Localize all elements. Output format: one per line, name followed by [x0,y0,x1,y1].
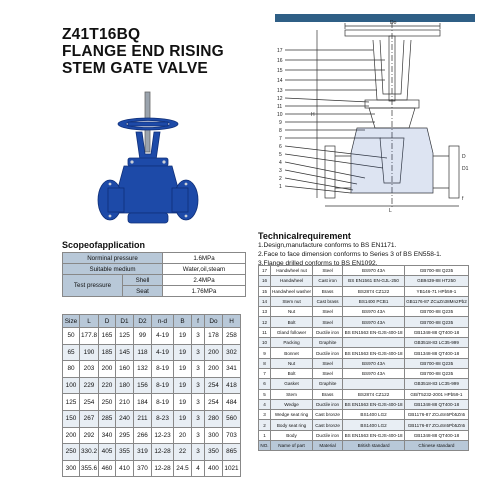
dimension-cell: 302 [223,344,241,361]
dimension-cell: 132 [134,361,152,378]
parts-cell: BS EN1563 EN-GJS-400-18 [343,430,405,440]
dimension-cell: 418 [223,377,241,394]
dimension-cell: 12-28 [152,460,174,477]
parts-cell: Body seat ring [271,420,313,430]
parts-header-cell: British standard [343,441,405,451]
scope-table [62,252,246,297]
table-row [259,389,469,399]
parts-cell: BS1400 PCB1 [343,296,405,306]
parts-cell: 6 [259,379,271,389]
dim-h-label: H [311,112,315,118]
dimension-cell: 65 [63,344,80,361]
parts-cell: Stem nut [271,296,313,306]
callout-5: 5 [279,152,282,158]
parts-header-cell: Chinese standard [405,441,469,451]
table-row [259,276,469,286]
dimension-header-n-d: n-d [152,315,174,328]
dimension-cell: 865 [223,444,241,461]
parts-cell: 14 [259,296,271,306]
table-row [63,344,241,361]
parts-cell [343,379,405,389]
parts-cell: Steel [313,358,343,368]
dimension-cell: 50 [63,328,80,345]
table-row [259,358,469,368]
parts-cell: BS EN1563 EN-GJS-400-18 [343,327,405,337]
dimension-cell: 1021 [223,460,241,477]
table-row [63,361,241,378]
callout-15: 15 [277,68,283,74]
dimension-header-row [63,315,241,328]
parts-cell: Wedge [271,399,313,409]
page-title [62,26,224,77]
dimension-cell: 405 [99,444,116,461]
dimension-cell: 4 [192,460,205,477]
callout-12: 12 [277,96,283,102]
dimension-cell: 292 [80,427,99,444]
title-line-1: FLANGE END RISING [62,43,224,60]
table-row [259,338,469,348]
dimension-cell: 145 [116,344,134,361]
parts-header-cell: Material [313,441,343,451]
dimension-cell: 150 [63,410,80,427]
parts-cell: 12 [259,317,271,327]
table-row [63,328,241,345]
parts-cell: 9 [259,348,271,358]
parts-cell: Bolt [271,317,313,327]
parts-cell: Handwheel nut [271,266,313,276]
dimension-cell: 703 [223,427,241,444]
table-row [259,348,469,358]
dimension-cell: 3 [192,410,205,427]
parts-cell: Bolt [271,368,313,378]
dimension-cell: 190 [80,344,99,361]
dimension-header-h: H [223,315,241,328]
parts-cell: GB1176-87 ZCuZn38Mn2Pb2 [405,296,469,306]
valve-photo [88,88,208,238]
dimension-cell: 285 [99,410,116,427]
parts-cell: Body [271,430,313,440]
dimension-header-d2: D2 [134,315,152,328]
callout-13: 13 [277,88,283,94]
table-row [259,266,469,276]
table-row [259,399,469,409]
callout-2: 2 [279,176,282,182]
dimension-cell: 12-23 [152,427,174,444]
callout-3: 3 [279,168,282,174]
parts-cell: BS1400 LG2 [343,420,405,430]
callout-9: 9 [279,120,282,126]
dimension-cell: 300 [63,460,80,477]
dimension-cell: 19 [174,361,192,378]
dimension-cell: 125 [63,394,80,411]
parts-cell: BS1400 LG2 [343,410,405,420]
dimension-cell: 19 [174,394,192,411]
dimension-cell: 80 [63,361,80,378]
dim-d1-label: D1 [462,166,469,172]
parts-cell: BS970 43A [343,368,405,378]
dimension-header-l: L [80,315,99,328]
table-row [63,444,241,461]
parts-cell: Handwheel [271,276,313,286]
parts-cell: Gasket [271,379,313,389]
dimension-cell: 210 [116,394,134,411]
parts-cell: GB/T5232-2001 HPb59-1 [405,389,469,399]
callout-6: 6 [279,144,282,150]
parts-cell: 10 [259,338,271,348]
parts-cell: Steel [313,266,343,276]
parts-header-cell: NO. [259,441,271,451]
dimension-cell: 229 [80,377,99,394]
table-row [259,420,469,430]
parts-cell: GB9439-88 HT250 [405,276,469,286]
parts-cell: 2 [259,420,271,430]
suitable-medium-label: Suitable medium [63,264,163,275]
table-row [63,460,241,477]
parts-header-row [259,441,469,451]
parts-cell: BS970 43A [343,358,405,368]
callout-4: 4 [279,160,282,166]
tech-note-3: 3.Flange drilled conforms to BS EN1092. [258,260,378,267]
dimension-cell: 4-19 [152,328,174,345]
table-row [259,327,469,337]
dimension-cell: 484 [223,394,241,411]
dimension-cell: 19 [174,344,192,361]
dimension-cell: 254 [205,394,223,411]
parts-cell: 1 [259,430,271,440]
parts-cell: Nut [271,358,313,368]
dim-f-label: f [462,196,464,202]
callout-16: 16 [277,58,283,64]
parts-cell [343,338,405,348]
dimension-cell: 3 [192,361,205,378]
shell-value: 2.4MPa [163,275,246,286]
seat-label: Seat [123,286,163,297]
table-row [259,317,469,327]
parts-cell: Cast bronze [313,420,343,430]
dimension-cell: 178 [205,328,223,345]
dimension-cell: 355.6 [80,460,99,477]
dim-l-label: L [389,208,392,213]
parts-cell: GB1176-87 ZCuSn5Pb5Zn5 [405,420,469,430]
table-row [259,286,469,296]
table-row [63,427,241,444]
callout-7: 7 [279,136,282,142]
dimension-cell: 258 [223,328,241,345]
dim-do-label: Do [390,20,397,26]
parts-cell: GB700-88 Q235 [405,358,469,368]
dimension-cell: 200 [205,361,223,378]
table-row [259,410,469,420]
dimension-cell: 240 [116,410,134,427]
dimension-cell: 200 [205,344,223,361]
dimension-header-d: D [99,315,116,328]
table-row [259,430,469,440]
parts-cell: Cast iron [313,276,343,286]
parts-cell: GB1348-88 QT400-18 [405,327,469,337]
parts-cell: 5 [259,389,271,399]
table-row [63,377,241,394]
dimension-cell: 200 [63,427,80,444]
parts-cell: GB700-88 Q235 [405,317,469,327]
parts-cell: GB1176-87 ZCuSn5Pb5Zn5 [405,410,469,420]
dimension-cell: 156 [134,377,152,394]
dimension-cell: 340 [99,427,116,444]
parts-cell: Cast bronze [313,410,343,420]
dimension-cell: 3 [192,377,205,394]
dimension-cell: 19 [174,377,192,394]
dimension-header-size: Size [63,315,80,328]
parts-cell: Graphite [313,379,343,389]
title-line-2: STEM GATE VALVE [62,60,208,77]
dimension-cell: 125 [116,328,134,345]
parts-cell: 17 [259,266,271,276]
dimension-cell: 180 [116,377,134,394]
parts-cell: Wedge seat ring [271,410,313,420]
dimension-cell: 177.8 [80,328,99,345]
dim-d-label: D [462,154,466,160]
dimension-cell: 410 [116,460,134,477]
callout-8: 8 [279,128,282,134]
parts-cell: BS970 43A [343,307,405,317]
dimension-cell: 370 [134,460,152,477]
parts-cell: Graphite [313,338,343,348]
dimension-cell: 211 [134,410,152,427]
parts-cell: BS970 43A [343,266,405,276]
dimension-cell: 267 [80,410,99,427]
dimension-cell: 19 [174,410,192,427]
dimension-cell: 118 [134,344,152,361]
dimension-cell: 460 [99,460,116,477]
dimension-cell: 160 [116,361,134,378]
dimension-cell: 99 [134,328,152,345]
dimension-cell: 3 [192,394,205,411]
parts-cell: 13 [259,307,271,317]
dimension-cell: 3 [192,444,205,461]
dimension-cell: 341 [223,361,241,378]
parts-cell: BS EN1563 EN-GJS-400-18 [343,348,405,358]
dimension-cell: 24.5 [174,460,192,477]
dimension-cell: 254 [80,394,99,411]
dimension-cell: 8-19 [152,377,174,394]
dimension-cell: 3 [192,328,205,345]
dimension-cell: 12-28 [152,444,174,461]
dimension-table [62,314,241,477]
parts-cell: BS2874 CZ122 [343,389,405,399]
parts-cell: Cast brass [313,296,343,306]
parts-cell: Ductile iron [313,399,343,409]
parts-cell: 7 [259,368,271,378]
dimension-cell: 185 [99,344,116,361]
table-row [259,307,469,317]
dimension-cell: 350 [205,444,223,461]
parts-cell: 4 [259,399,271,409]
dimension-cell: 8-23 [152,410,174,427]
table-row [63,394,241,411]
parts-cell: Nut [271,307,313,317]
test-pressure-label: Test pressure [63,275,123,297]
parts-cell: BS2874 CZ122 [343,286,405,296]
dimension-cell: 250 [63,444,80,461]
dimension-cell: 22 [174,444,192,461]
seat-value: 1.76MPa [163,286,246,297]
parts-cell: GB700-88 Q235 [405,307,469,317]
parts-cell: 3 [259,410,271,420]
dimension-cell: 330.2 [80,444,99,461]
parts-cell: Handwheel washer [271,286,313,296]
parts-cell: 16 [259,276,271,286]
parts-cell: Ductile iron [313,430,343,440]
technical-heading: Technicalrequirement [258,231,351,241]
dimension-cell: 280 [205,410,223,427]
parts-cell: GB3518-83 LC35-999 [405,338,469,348]
dimension-header-do: Do [205,315,223,328]
parts-cell: Steel [313,317,343,327]
table-row [63,410,241,427]
nominal-pressure-label: Norminal pressure [63,253,163,264]
parts-cell: 15 [259,286,271,296]
table-row [259,368,469,378]
parts-cell: Ductile iron [313,348,343,358]
parts-cell: Steel [313,368,343,378]
parts-cell: GB1348-88 QT400-18 [405,348,469,358]
dimension-cell: 4-19 [152,344,174,361]
parts-table [258,265,469,451]
dimension-cell: 8-19 [152,394,174,411]
parts-cell: GB1348-88 QT400-18 [405,430,469,440]
dimension-cell: 19 [174,328,192,345]
parts-cell: GB700-88 Q235 [405,266,469,276]
parts-cell: Brass [313,286,343,296]
dimension-cell: 200 [99,361,116,378]
technical-requirements [258,232,498,268]
parts-cell: Gland follower [271,327,313,337]
parts-cell: GB700-88 Q235 [405,368,469,378]
dimension-cell: 20 [174,427,192,444]
dimension-cell: 254 [205,377,223,394]
dimension-cell: 100 [63,377,80,394]
dimension-cell: 355 [116,444,134,461]
parts-cell: Brass [313,389,343,399]
parts-cell: Packing [271,338,313,348]
parts-cell: BS EN1561 EN-GJL-250 [343,276,405,286]
callout-14: 14 [277,78,283,84]
callout-10: 10 [277,112,283,118]
dimension-cell: 400 [205,460,223,477]
dimension-header-f: f [192,315,205,328]
tech-note-1: 1.Design,manufacture conforms to BS EN1171. [258,242,397,249]
dimension-cell: 8-19 [152,361,174,378]
dimension-cell: 295 [116,427,134,444]
parts-cell: BS EN1563 EN-GJS-400-18 [343,399,405,409]
parts-cell: YB146-71 HPb59-1 [405,286,469,296]
dimension-cell: 184 [134,394,152,411]
dimension-cell: 319 [134,444,152,461]
dimension-header-d1: D1 [116,315,134,328]
parts-cell: 8 [259,358,271,368]
parts-header-cell: Name of part [271,441,313,451]
parts-cell: GB3518-83 LC35-999 [405,379,469,389]
dimension-cell: 165 [99,328,116,345]
parts-cell: Steel [313,307,343,317]
dimension-cell: 3 [192,344,205,361]
parts-cell: BS970 43A [343,317,405,327]
table-row [259,379,469,389]
parts-cell: Stem [271,389,313,399]
dimension-cell: 300 [205,427,223,444]
nominal-pressure-value: 1.6MPa [163,253,246,264]
table-row [259,296,469,306]
dimension-cell: 560 [223,410,241,427]
shell-label: Shell [123,275,163,286]
dimension-cell: 250 [99,394,116,411]
dimension-cell: 266 [134,427,152,444]
parts-cell: GB1348-88 QT400-18 [405,399,469,409]
parts-cell: 11 [259,327,271,337]
valve-section-drawing [265,18,495,213]
suitable-medium-value: Water,oil,steam [163,264,246,275]
callout-17: 17 [277,48,283,54]
dimension-header-b: B [174,315,192,328]
callout-11: 11 [277,104,283,110]
tech-note-2: 2.Face to face dimension conforms to Series 3 of BS EN558-1. [258,251,442,258]
model-code: Z41T16BQ [62,26,141,43]
callout-1: 1 [279,184,282,190]
dimension-cell: 203 [80,361,99,378]
dimension-cell: 3 [192,427,205,444]
dimension-cell: 220 [99,377,116,394]
scope-heading: Scopeofapplication [62,240,146,250]
parts-cell: Ductile iron [313,327,343,337]
parts-cell: Bonnet [271,348,313,358]
